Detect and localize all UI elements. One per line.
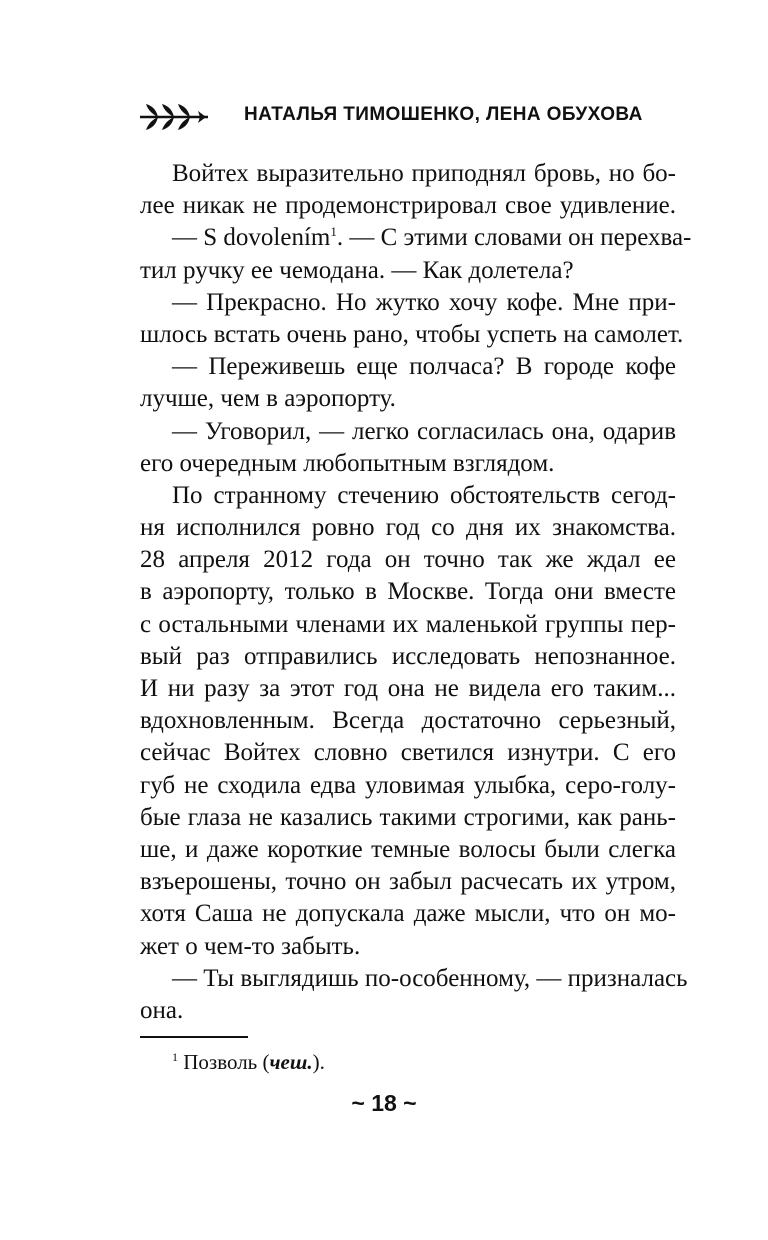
text-line [140, 448, 676, 480]
text-line-content: 28 апреля 2012 года он точно так же ждал ее [140, 546, 676, 574]
footnote-divider [140, 1036, 248, 1038]
book-authors: НАТАЛЬЯ ТИМОШЕНКО, ЛЕНА ОБУХОВА [244, 104, 643, 125]
text-line-continuation: . — С этими словами он перехва- [336, 224, 692, 252]
text-line-content: ше, и даже короткие темные волосы были слегка [140, 835, 676, 863]
text-line [140, 995, 676, 1027]
text-line [140, 737, 676, 769]
running-header [138, 98, 643, 138]
text-line-content: — Ты выглядишь по-особенному, — призналась [172, 964, 688, 992]
text-line-content: жет о чем-то забыть. [140, 932, 361, 960]
text-line [140, 190, 676, 222]
text-line-content: — Переживешь еще полчаса? В городе кофе [172, 353, 676, 381]
text-line-content: сейчас Войтех словно светился изнутри. С его [140, 739, 676, 767]
footnote-reference: 1 [330, 224, 337, 240]
text-line [140, 705, 676, 737]
text-line [140, 931, 676, 963]
text-line-content: шлось встать очень рано, чтобы успеть на самолет. [140, 320, 684, 348]
text-line-content: тил ручку ее чемодана. — Как долетела? [140, 256, 574, 284]
text-line-content: И ни разу за этот год она не видела его таким... [140, 675, 676, 702]
text-line-content: — Уговорил, — легко согласилась она, одарив [172, 417, 676, 445]
text-line [140, 383, 676, 415]
text-line-content: По странному стечению обстоятельств сегод- [172, 481, 676, 509]
text-line [140, 802, 676, 834]
footnote-abbreviation: чеш. [269, 1050, 313, 1074]
text-line-content: Войтех выразительно приподнял бровь, но бо- [172, 160, 676, 187]
text-line [140, 866, 676, 898]
text-line [140, 222, 692, 254]
main-text [140, 158, 692, 1027]
text-line-content: взъерошены, точно он забыл расчесать их утром, [140, 868, 676, 896]
text-line-content: вый раз отправились исследовать непознанное. [140, 642, 676, 670]
footnote [172, 1050, 325, 1075]
text-line [140, 609, 676, 641]
text-line-content: лее никак не продемонстрировал свое удивление. [140, 192, 676, 220]
text-line [140, 255, 676, 287]
text-line [140, 416, 676, 448]
text-line [140, 963, 688, 995]
text-line-content: — S dovolením [172, 224, 331, 252]
text-line [140, 480, 676, 512]
text-line [140, 319, 684, 351]
footnote-marker: 1 [172, 1050, 178, 1064]
text-line [140, 898, 676, 930]
text-line [140, 287, 676, 319]
text-line-content: с остальными членами их маленькой группы пер- [140, 610, 676, 638]
text-line-content: бые глаза не казались такими строгими, как рань- [140, 803, 676, 831]
text-line [140, 770, 676, 802]
text-line [140, 544, 676, 576]
footnote-close: ). [312, 1050, 325, 1074]
text-line [140, 351, 676, 383]
text-line-content: вдохновленным. Всегда достаточно серьезный, [140, 707, 676, 735]
text-line [140, 512, 676, 544]
footnote-text: Позволь ( [183, 1050, 270, 1074]
text-line [140, 673, 676, 705]
text-line [140, 158, 676, 190]
text-line-content: губ не сходила едва уловимая улыбка, серо-голу- [140, 771, 676, 799]
text-line-content: его очередным любопытным взглядом. [140, 449, 555, 477]
text-line-content: лучше, чем в аэропорту. [140, 385, 396, 413]
text-line-content: ня исполнился ровно год со дня их знакомства. [140, 514, 676, 542]
laurel-branch-icon [138, 100, 210, 134]
text-line-content: — Прекрасно. Но жутко хочу кофе. Мне при- [172, 288, 676, 316]
text-line-content: она. [140, 996, 184, 1024]
text-line-content: в аэропорту, только в Москве. Тогда они вместе [140, 578, 676, 606]
page-number: ~ 18 ~ [351, 1090, 417, 1116]
text-line [140, 576, 676, 608]
text-line-content: хотя Саша не допускала даже мысли, что он мо- [140, 900, 676, 928]
text-line [140, 834, 676, 866]
text-line [140, 641, 676, 673]
